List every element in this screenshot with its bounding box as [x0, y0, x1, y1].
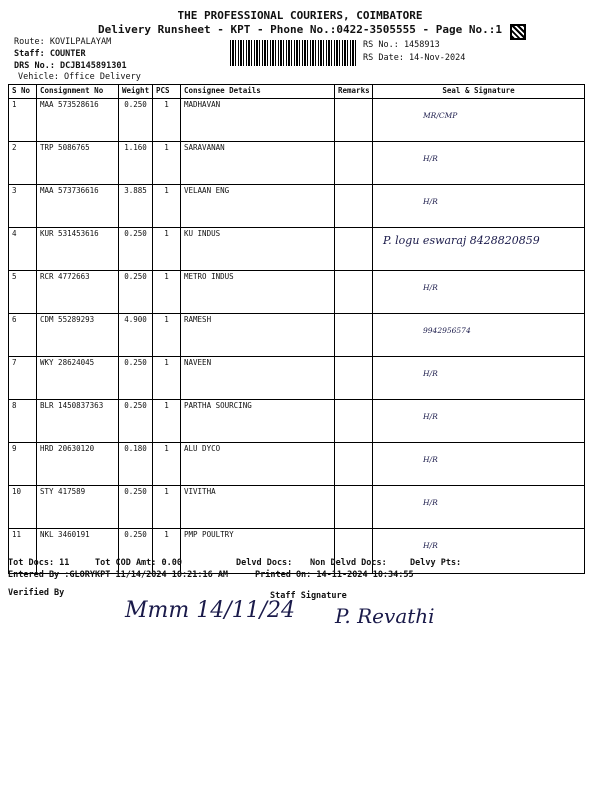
delivered-docs: Delvd Docs: — [236, 558, 293, 568]
row-remarks — [335, 185, 373, 228]
row-pcs: 1 — [153, 314, 181, 357]
row-consignment-no: BLR 1450837363 — [37, 400, 119, 443]
table-row — [9, 443, 585, 486]
table-row — [9, 99, 585, 142]
row-pcs: 1 — [153, 486, 181, 529]
row-handwritten-signature: MR/CMP — [423, 111, 458, 120]
rs-date: RS Date: 14-Nov-2024 — [363, 53, 466, 63]
row-consignee: MADHAVAN — [181, 99, 335, 142]
row-remarks — [335, 486, 373, 529]
col-remarks: Remarks — [335, 85, 373, 99]
row-signature-cell — [373, 357, 585, 400]
table-row — [9, 400, 585, 443]
runsheet-title: Delivery Runsheet - KPT - Phone No.:0422-3505555 - Page No.:1 — [98, 23, 502, 36]
row-consignee: METRO INDUS — [181, 271, 335, 314]
row-handwritten-signature: H/R — [423, 412, 438, 421]
row-consignee: VELAAN ENG — [181, 185, 335, 228]
row-weight: 0.250 — [119, 357, 153, 400]
row-weight: 3.885 — [119, 185, 153, 228]
row-sno: 8 — [9, 400, 37, 443]
printed-on: Printed On: 14-11-2024 10:34:55 — [255, 570, 414, 580]
row-pcs: 1 — [153, 99, 181, 142]
table-header-row — [9, 85, 585, 99]
row-consignment-no: HRD 20630120 — [37, 443, 119, 486]
row-weight: 0.250 — [119, 529, 153, 574]
row-remarks — [335, 99, 373, 142]
row-sno: 1 — [9, 99, 37, 142]
row-pcs: 1 — [153, 142, 181, 185]
barcode-icon — [230, 40, 356, 66]
col-signature: Seal & Signature — [373, 85, 585, 99]
route-label: Route: KOVILPALAYAM — [14, 37, 112, 47]
row-consignee: VIVITHA — [181, 486, 335, 529]
row-handwritten-signature: H/R — [423, 455, 438, 464]
col-sno: S No — [9, 85, 37, 99]
row-weight: 0.250 — [119, 486, 153, 529]
row-sno: 10 — [9, 486, 37, 529]
rs-number: RS No.: 1458913 — [363, 40, 440, 50]
row-signature-cell — [373, 228, 585, 271]
row-sno: 3 — [9, 185, 37, 228]
row-sno: 4 — [9, 228, 37, 271]
row-weight: 0.250 — [119, 228, 153, 271]
row-signature-cell — [373, 99, 585, 142]
row-consignment-no: KUR 531453616 — [37, 228, 119, 271]
row-sno: 5 — [9, 271, 37, 314]
row-weight: 0.180 — [119, 443, 153, 486]
staff-signature-label: Staff Signature — [270, 591, 347, 601]
row-handwritten-signature: H/R — [423, 369, 438, 378]
table-row — [9, 185, 585, 228]
row-consignee: KU INDUS — [181, 228, 335, 271]
row-signature-cell — [373, 443, 585, 486]
col-weight: Weight — [119, 85, 153, 99]
row-sno: 2 — [9, 142, 37, 185]
row-remarks — [335, 142, 373, 185]
row-pcs: 1 — [153, 185, 181, 228]
row-signature-cell — [373, 486, 585, 529]
col-consignee: Consignee Details — [181, 85, 335, 99]
row-signature-cell — [373, 314, 585, 357]
row-consignment-no: RCR 4772663 — [37, 271, 119, 314]
row-consignee: ALU DYCO — [181, 443, 335, 486]
row-weight: 1.160 — [119, 142, 153, 185]
table-row — [9, 314, 585, 357]
row-pcs: 1 — [153, 271, 181, 314]
row-weight: 0.250 — [119, 99, 153, 142]
row-handwritten-signature: P. logu eswaraj 8428820859 — [383, 234, 540, 247]
delivery-points: Delvy Pts: — [410, 558, 462, 568]
verifier-signature: Mmm 14/11/24 — [125, 598, 296, 623]
total-cod: Tot COD Amt: 0.00 — [95, 558, 182, 568]
row-consignment-no: MAA 573528616 — [37, 99, 119, 142]
row-weight: 0.250 — [119, 271, 153, 314]
row-handwritten-signature: H/R — [423, 283, 438, 292]
row-sno: 7 — [9, 357, 37, 400]
row-remarks — [335, 400, 373, 443]
row-pcs: 1 — [153, 357, 181, 400]
row-consignment-no: NKL 3460191 — [37, 529, 119, 574]
row-handwritten-signature: 9942956574 — [423, 326, 471, 335]
row-handwritten-signature: H/R — [423, 197, 438, 206]
qr-code-icon — [510, 24, 526, 40]
col-consignment: Consignment No — [37, 85, 119, 99]
row-consignment-no: TRP 5086765 — [37, 142, 119, 185]
row-signature-cell — [373, 271, 585, 314]
row-remarks — [335, 228, 373, 271]
row-consignee: PARTHA SOURCING — [181, 400, 335, 443]
row-consignee: NAVEEN — [181, 357, 335, 400]
table-row — [9, 357, 585, 400]
company-name: THE PROFESSIONAL COURIERS, COIMBATORE — [177, 9, 423, 22]
row-handwritten-signature: H/R — [423, 154, 438, 163]
row-pcs: 1 — [153, 228, 181, 271]
row-signature-cell — [373, 185, 585, 228]
row-consignment-no: MAA 573736616 — [37, 185, 119, 228]
row-remarks — [335, 314, 373, 357]
row-remarks — [335, 357, 373, 400]
row-signature-cell — [373, 142, 585, 185]
non-delivered-docs: Non Delvd Docs: — [310, 558, 387, 568]
row-consignee: RAMESH — [181, 314, 335, 357]
row-signature-cell — [373, 400, 585, 443]
row-pcs: 1 — [153, 400, 181, 443]
col-pcs: PCS — [153, 85, 181, 99]
entered-by: Entered By :GLORYKPT 11/14/2024 10:21:16 AM — [8, 570, 229, 580]
row-consignment-no: WKY 28624045 — [37, 357, 119, 400]
row-handwritten-signature: H/R — [423, 541, 438, 550]
row-sno: 9 — [9, 443, 37, 486]
row-remarks — [335, 443, 373, 486]
row-pcs: 1 — [153, 443, 181, 486]
row-pcs: 1 — [153, 529, 181, 574]
verified-by-label: Verified By — [8, 588, 65, 598]
row-weight: 4.900 — [119, 314, 153, 357]
table-row — [9, 142, 585, 185]
row-consignee: PMP POULTRY — [181, 529, 335, 574]
row-sno: 6 — [9, 314, 37, 357]
total-docs: Tot Docs: 11 — [8, 558, 70, 568]
runsheet-table — [8, 84, 585, 574]
row-consignee: SARAVANAN — [181, 142, 335, 185]
vehicle-label: Vehicle: Office Delivery — [18, 72, 141, 82]
row-remarks — [335, 271, 373, 314]
row-weight: 0.250 — [119, 400, 153, 443]
table-row — [9, 486, 585, 529]
row-consignment-no: CDM 55289293 — [37, 314, 119, 357]
table-row — [9, 228, 585, 271]
row-consignment-no: STY 417589 — [37, 486, 119, 529]
row-sno: 11 — [9, 529, 37, 574]
row-signature-cell — [373, 529, 585, 574]
drs-number: DRS No.: DCJB145891301 — [14, 61, 127, 71]
staff-handwritten-signature: P. Revathi — [335, 604, 435, 628]
row-handwritten-signature: H/R — [423, 498, 438, 507]
table-row — [9, 271, 585, 314]
staff-label: Staff: COUNTER — [14, 49, 86, 59]
